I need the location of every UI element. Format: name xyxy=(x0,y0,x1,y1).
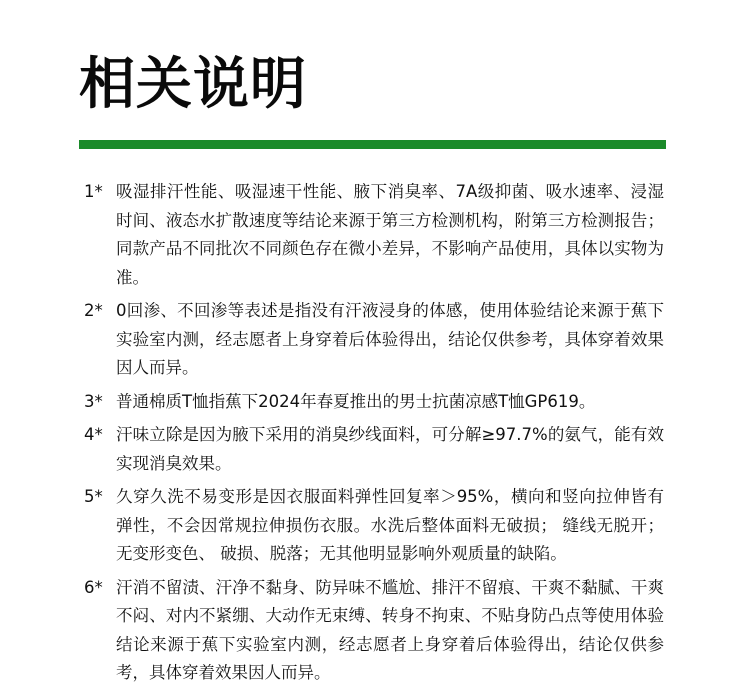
note-text: 汗消不留渍、汗净不黏身、防异味不尴尬、排汗不留痕、干爽不黏腻、干爽不闷、对内不紧绷、大动作无束缚、转身不拘束、不贴身防凸点等使用体验结论来源于蕉下实验室内测，经志愿者上身穿着后体验得出，结论仅供参考，具体穿着效果因人而异。 xyxy=(116,577,664,682)
note-marker: 4* xyxy=(84,425,103,444)
page-title: 相关说明 xyxy=(79,52,307,117)
title-divider xyxy=(79,140,666,149)
notes-list xyxy=(84,178,664,693)
note-text: 久穿久洗不易变形是因衣服面料弹性回复率＞95%，横向和竖向拉伸皆有弹性，不会因常规拉伸损伤衣服。水洗后整体面料无破损； 缝线无脱开；无变形变色、 破损、脱落；无其他明显影响外观质量的缺陷。 xyxy=(116,487,664,563)
note-text: 吸湿排汗性能、吸湿速干性能、腋下消臭率、7A级抑菌、吸水速率、浸湿时间、液态水扩散速度等结论来源于第三方检测机构，附第三方检测报告；同款产品不同批次不同颜色存在微小差异，不影响产品使用，具体以实物为准。 xyxy=(116,182,664,287)
note-marker: 5* xyxy=(84,487,103,506)
note-text: 0回渗、不回渗等表述是指没有汗液浸身的体感，使用体验结论来源于蕉下实验室内测，经志愿者上身穿着后体验得出，结论仅供参考，具体穿着效果因人而异。 xyxy=(116,301,664,377)
note-text: 汗味立除是因为腋下采用的消臭纱线面料，可分解≥97.7%的氨气，能有效实现消臭效果。 xyxy=(116,425,664,473)
note-item-4 xyxy=(84,421,664,478)
note-item-3 xyxy=(84,388,664,417)
note-item-1 xyxy=(84,178,664,292)
note-item-5 xyxy=(84,483,664,569)
note-item-6 xyxy=(84,574,664,688)
note-text: 普通棉质T恤指蕉下2024年春夏推出的男士抗菌凉感T恤GP619。 xyxy=(116,391,596,411)
note-item-2 xyxy=(84,297,664,383)
note-marker: 3* xyxy=(84,391,103,411)
note-marker: 1* xyxy=(84,182,103,201)
note-marker: 6* xyxy=(84,577,103,597)
note-marker: 2* xyxy=(84,301,103,320)
